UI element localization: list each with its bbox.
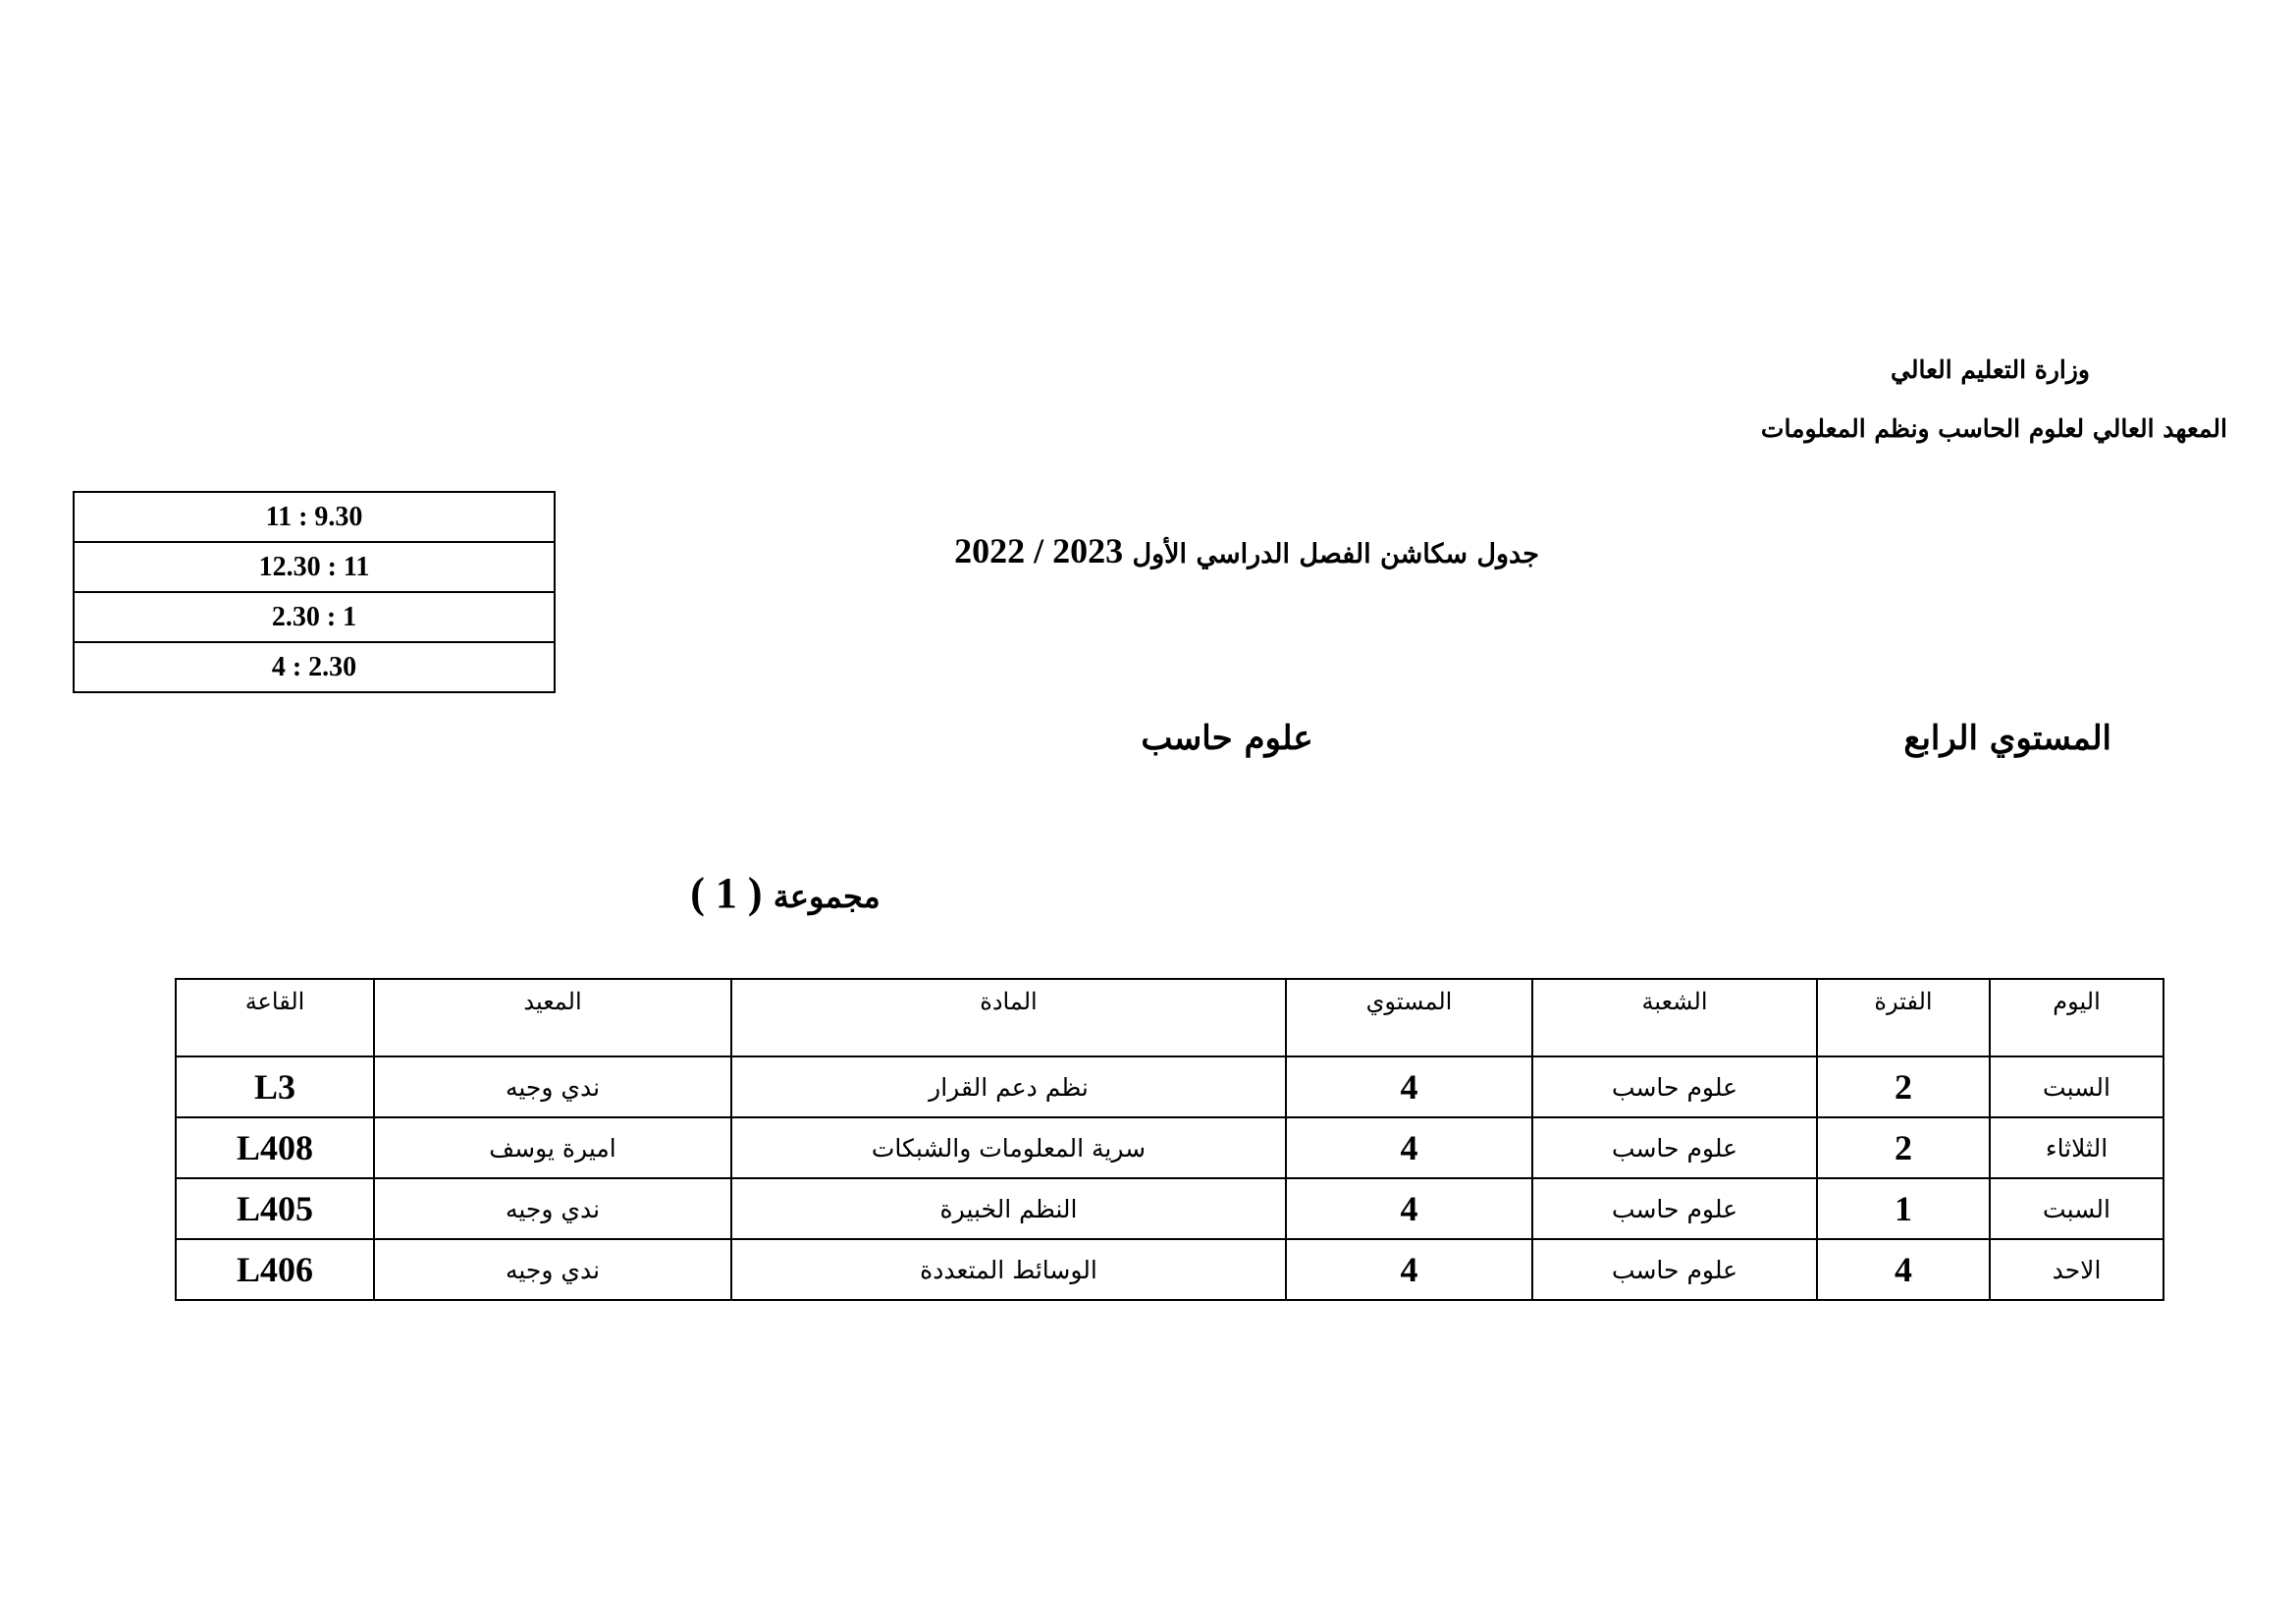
table-row [176, 1239, 2163, 1300]
cell-day: السبت [1990, 1056, 2163, 1117]
table-row [176, 1056, 2163, 1117]
document-title [726, 530, 1767, 571]
cell-instructor: اميرة يوسف [374, 1117, 731, 1178]
header-subject: المادة [731, 979, 1286, 1056]
department-label: علوم حاسب [1141, 719, 1313, 758]
institute-name: المعهد العالي لعلوم الحاسب ونظم المعلومات [1760, 414, 2227, 443]
schedule-table [175, 978, 2164, 1301]
cell-level: 4 [1286, 1239, 1532, 1300]
cell-room: L408 [176, 1117, 374, 1178]
header-level: المستوي [1286, 979, 1532, 1056]
cell-division: علوم حاسب [1532, 1239, 1817, 1300]
cell-room: L3 [176, 1056, 374, 1117]
period-time: 12.30 : 11 [74, 542, 555, 592]
period-row [74, 592, 555, 642]
header-room: القاعة [176, 979, 374, 1056]
cell-room: L406 [176, 1239, 374, 1300]
cell-instructor: ندي وجيه [374, 1056, 731, 1117]
period-time: 11 : 9.30 [74, 492, 555, 542]
cell-instructor: ندي وجيه [374, 1178, 731, 1239]
header-division: الشعبة [1532, 979, 1817, 1056]
cell-division: علوم حاسب [1532, 1178, 1817, 1239]
cell-division: علوم حاسب [1532, 1117, 1817, 1178]
group-number: ( 1 ) [690, 869, 763, 917]
cell-period: 1 [1817, 1178, 1990, 1239]
ministry-name: وزارة التعليم العالي [1891, 355, 2090, 384]
cell-period: 2 [1817, 1056, 1990, 1117]
periods-table [73, 491, 556, 693]
cell-day: الثلاثاء [1990, 1117, 2163, 1178]
cell-level: 4 [1286, 1178, 1532, 1239]
cell-subject: النظم الخبيرة [731, 1178, 1286, 1239]
cell-division: علوم حاسب [1532, 1056, 1817, 1117]
period-time: 4 : 2.30 [74, 642, 555, 692]
cell-day: السبت [1990, 1178, 2163, 1239]
cell-period: 4 [1817, 1239, 1990, 1300]
header-instructor: المعيد [374, 979, 731, 1056]
period-time: 2.30 : 1 [74, 592, 555, 642]
period-row [74, 642, 555, 692]
level-label: المستوي الرابع [1903, 719, 2111, 758]
cell-subject: نظم دعم القرار [731, 1056, 1286, 1117]
group-text: مجموعة [773, 878, 881, 915]
cell-period: 2 [1817, 1117, 1990, 1178]
header-period: الفترة [1817, 979, 1990, 1056]
title-text: جدول سكاشن الفصل الدراسي الأول [1132, 539, 1539, 569]
cell-subject: سرية المعلومات والشبكات [731, 1117, 1286, 1178]
academic-year: 2022 / 2023 [954, 531, 1124, 570]
cell-subject: الوسائط المتعددة [731, 1239, 1286, 1300]
cell-instructor: ندي وجيه [374, 1239, 731, 1300]
cell-level: 4 [1286, 1056, 1532, 1117]
cell-room: L405 [176, 1178, 374, 1239]
table-row [176, 1178, 2163, 1239]
header-day: اليوم [1990, 979, 2163, 1056]
period-row [74, 492, 555, 542]
cell-day: الاحد [1990, 1239, 2163, 1300]
table-header-row [176, 979, 2163, 1056]
table-row [176, 1117, 2163, 1178]
cell-level: 4 [1286, 1117, 1532, 1178]
period-row [74, 542, 555, 592]
group-label [648, 868, 923, 918]
